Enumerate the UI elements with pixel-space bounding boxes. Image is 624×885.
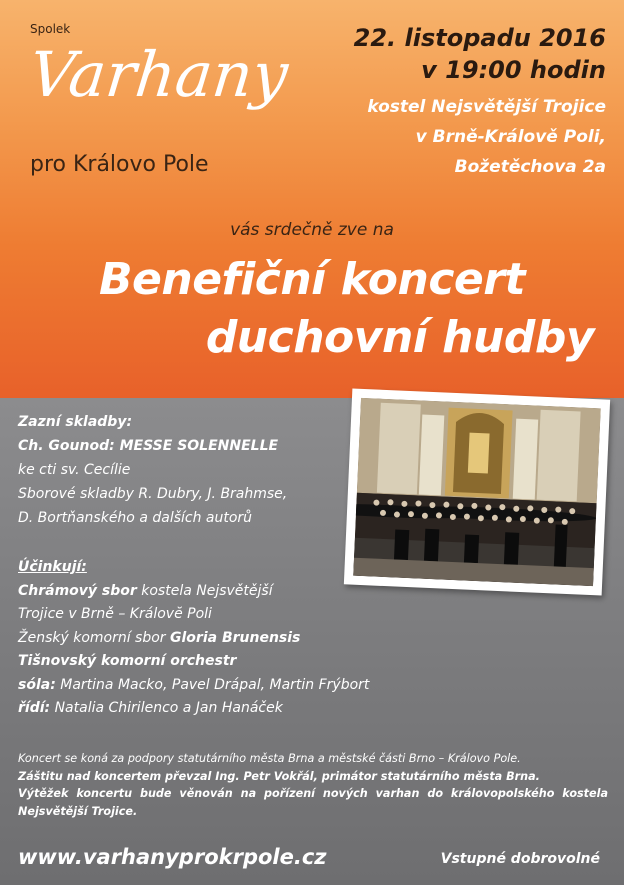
logo-spolek: Spolek xyxy=(30,22,71,36)
solo-label: sóla: xyxy=(18,676,56,693)
logo-subtitle: pro Královo Pole xyxy=(30,152,209,177)
performers-line-5 xyxy=(18,674,448,698)
performers-line-2: Trojice v Brně – Královĕ Poli xyxy=(18,606,212,622)
program-work: MESSE SOLENNELLE xyxy=(119,438,279,454)
performers-section xyxy=(18,556,448,721)
event-info xyxy=(354,22,606,182)
concert-title-2: duchovní hudby xyxy=(205,312,594,363)
performer-choir-detail: kostela Nejsvětější xyxy=(136,582,273,599)
concert-title-1: Benefiční koncert xyxy=(99,254,525,305)
performer-choir: Chrámový sbor xyxy=(18,582,137,599)
event-date: 22. listopadu 2016 xyxy=(353,24,606,52)
program-heading: Zazní skladby: xyxy=(18,414,133,430)
conductor-label: řídí: xyxy=(18,700,51,716)
program-line-3: Sborové skladby R. Dubry, J. Brahmse, xyxy=(18,486,288,502)
performers-line-3 xyxy=(18,627,448,651)
invite-line: vás srdečně zve na xyxy=(230,220,394,240)
support-note xyxy=(18,750,608,820)
performers-heading: Účinkují: xyxy=(18,559,87,575)
event-place-1: kostel Nejsvětější Trojice xyxy=(367,97,606,117)
program-section xyxy=(18,410,348,530)
event-time: v 19:00 hodin xyxy=(421,56,606,84)
performer-womens-choir: Gloria Brunensis xyxy=(170,629,301,646)
note-line-3: Výtěžek koncertu bude věnován na pořízení nových varhan do královopolského kostela Nejsvětější Trojice. xyxy=(18,787,608,818)
soloists: Martina Macko, Pavel Drápal, Martin Frýbort xyxy=(55,676,370,693)
performers-line-4: Tišnovský komorní orchestr xyxy=(18,653,237,669)
website-link[interactable]: www.varhanyprokrpole.cz xyxy=(18,845,327,869)
note-line-1: Koncert se koná za podpory statutárního města Brna a městské části Brno – Královo Pole. xyxy=(18,752,521,765)
logo-varhany: Varhany xyxy=(26,38,292,111)
conductors: Natalia Chirilenco a Jan Hanáček xyxy=(50,700,283,716)
program-line-1 xyxy=(18,434,348,458)
program-composer: Ch. Gounod: xyxy=(18,438,120,454)
performers-line-1 xyxy=(18,580,448,604)
performers-line-6 xyxy=(18,697,448,721)
event-place-3: Božetěchova 2a xyxy=(454,157,606,177)
entry-fee: Vstupné dobrovolné xyxy=(440,851,600,867)
performer-womens-choir-label: Ženský komorní sbor xyxy=(18,629,171,646)
program-line-2: ke cti sv. Cecílie xyxy=(18,462,131,478)
note-line-2: Záštitu nad koncertem převzal Ing. Petr Vokřál, primátor statutárního města Brna. xyxy=(18,769,540,783)
event-place-2: v Brně-Králově Poli, xyxy=(415,127,606,147)
program-line-4: D. Bortňanského a dalších autorů xyxy=(18,510,253,526)
